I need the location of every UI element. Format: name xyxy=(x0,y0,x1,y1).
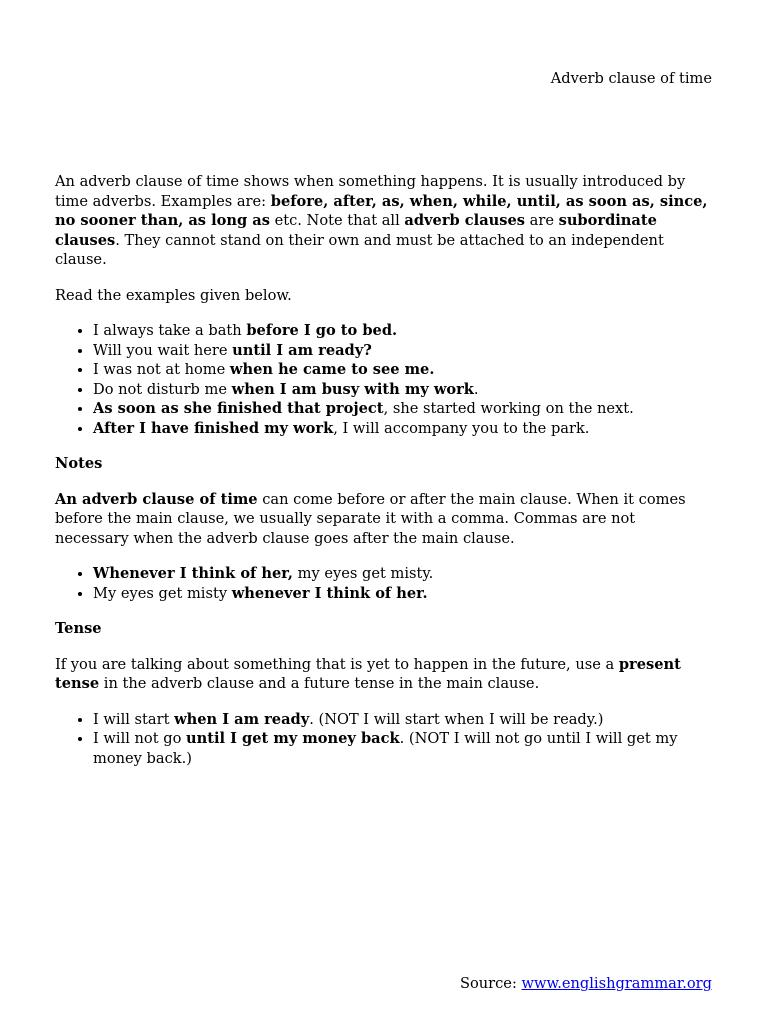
example-text: I was not at home xyxy=(93,361,230,378)
example-clause: As soon as she finished that project xyxy=(93,400,384,417)
adverb-clauses-term: adverb clauses xyxy=(404,212,526,229)
example-clause: until I get my money back xyxy=(186,730,400,747)
notes-term: An adverb clause of time xyxy=(55,490,258,508)
example-text: Do not disturb me xyxy=(93,380,232,398)
notes-paragraph xyxy=(55,490,713,549)
time-adverbs-list: before, after, as, when, while, until, as soon as, since, no sooner than, as long as xyxy=(55,192,708,229)
tense-examples-list xyxy=(55,710,713,769)
example-text: I always take a bath xyxy=(93,322,247,339)
list-item xyxy=(93,564,713,584)
list-item xyxy=(93,399,713,419)
notes-text: can come before or after the main clause. When it comes before the main clause, we usually separate it with a comma. Commas are not necessary when the adverb clause goes after the main clause. xyxy=(55,490,686,547)
tense-heading: Tense xyxy=(55,620,102,637)
example-text: I will start xyxy=(93,710,175,728)
list-item xyxy=(93,584,713,604)
example-clause: After I have finished my work xyxy=(93,419,334,437)
notes-heading: Notes xyxy=(55,455,103,472)
list-item xyxy=(93,360,713,380)
document-body xyxy=(55,172,713,784)
subordinate-clauses-term: subordinate clauses xyxy=(55,212,657,249)
present-tense-term: present tense xyxy=(55,655,681,692)
list-item xyxy=(93,380,713,400)
list-item xyxy=(93,341,713,361)
example-text: . (NOT I will not go until I will get my money back.) xyxy=(93,730,678,767)
example-text: . (NOT I will start when I will be ready.) xyxy=(309,710,604,728)
tense-text: If you are talking about something that is yet to happen in the future, use a xyxy=(55,655,619,673)
source-link[interactable]: www.englishgrammar.org xyxy=(521,975,712,992)
example-text: Will you wait here xyxy=(93,341,233,359)
example-text: , she started working on the next. xyxy=(383,400,634,417)
example-clause: when I am ready xyxy=(174,710,310,728)
tense-paragraph xyxy=(55,655,713,694)
example-clause: whenever I think of her. xyxy=(231,584,428,602)
source-line xyxy=(460,974,712,994)
page-title: Adverb clause of time xyxy=(550,70,712,87)
list-item xyxy=(93,321,713,341)
example-text: my eyes get misty. xyxy=(293,565,434,582)
list-item xyxy=(93,710,713,730)
intro-text: etc. Note that all xyxy=(269,212,405,229)
notes-examples-list xyxy=(55,564,713,603)
intro-paragraph xyxy=(55,172,713,270)
source-label: Source: xyxy=(459,975,522,992)
list-item xyxy=(93,419,713,439)
examples-list xyxy=(55,321,713,438)
intro-text: are xyxy=(525,212,559,229)
intro-text: . They cannot stand on their own and must be attached to an independent clause. xyxy=(55,231,664,268)
example-clause: when he came to see me. xyxy=(229,361,435,378)
list-item xyxy=(93,729,713,768)
example-text: . xyxy=(473,380,479,398)
example-clause: until I am ready? xyxy=(232,341,372,359)
example-text: My eyes get misty xyxy=(93,584,232,602)
example-clause: before I go to bed. xyxy=(246,322,398,339)
examples-intro: Read the examples given below. xyxy=(55,286,292,304)
example-text: I will not go xyxy=(93,730,186,747)
tense-text: in the adverb clause and a future tense in the main clause. xyxy=(99,675,540,692)
intro-text: An adverb clause of time shows when something happens. It is usually introduced by time adverbs. Examples are: xyxy=(55,173,686,210)
example-text: , I will accompany you to the park. xyxy=(333,419,590,437)
example-clause: when I am busy with my work xyxy=(231,380,474,398)
example-clause: Whenever I think of her, xyxy=(93,565,294,582)
